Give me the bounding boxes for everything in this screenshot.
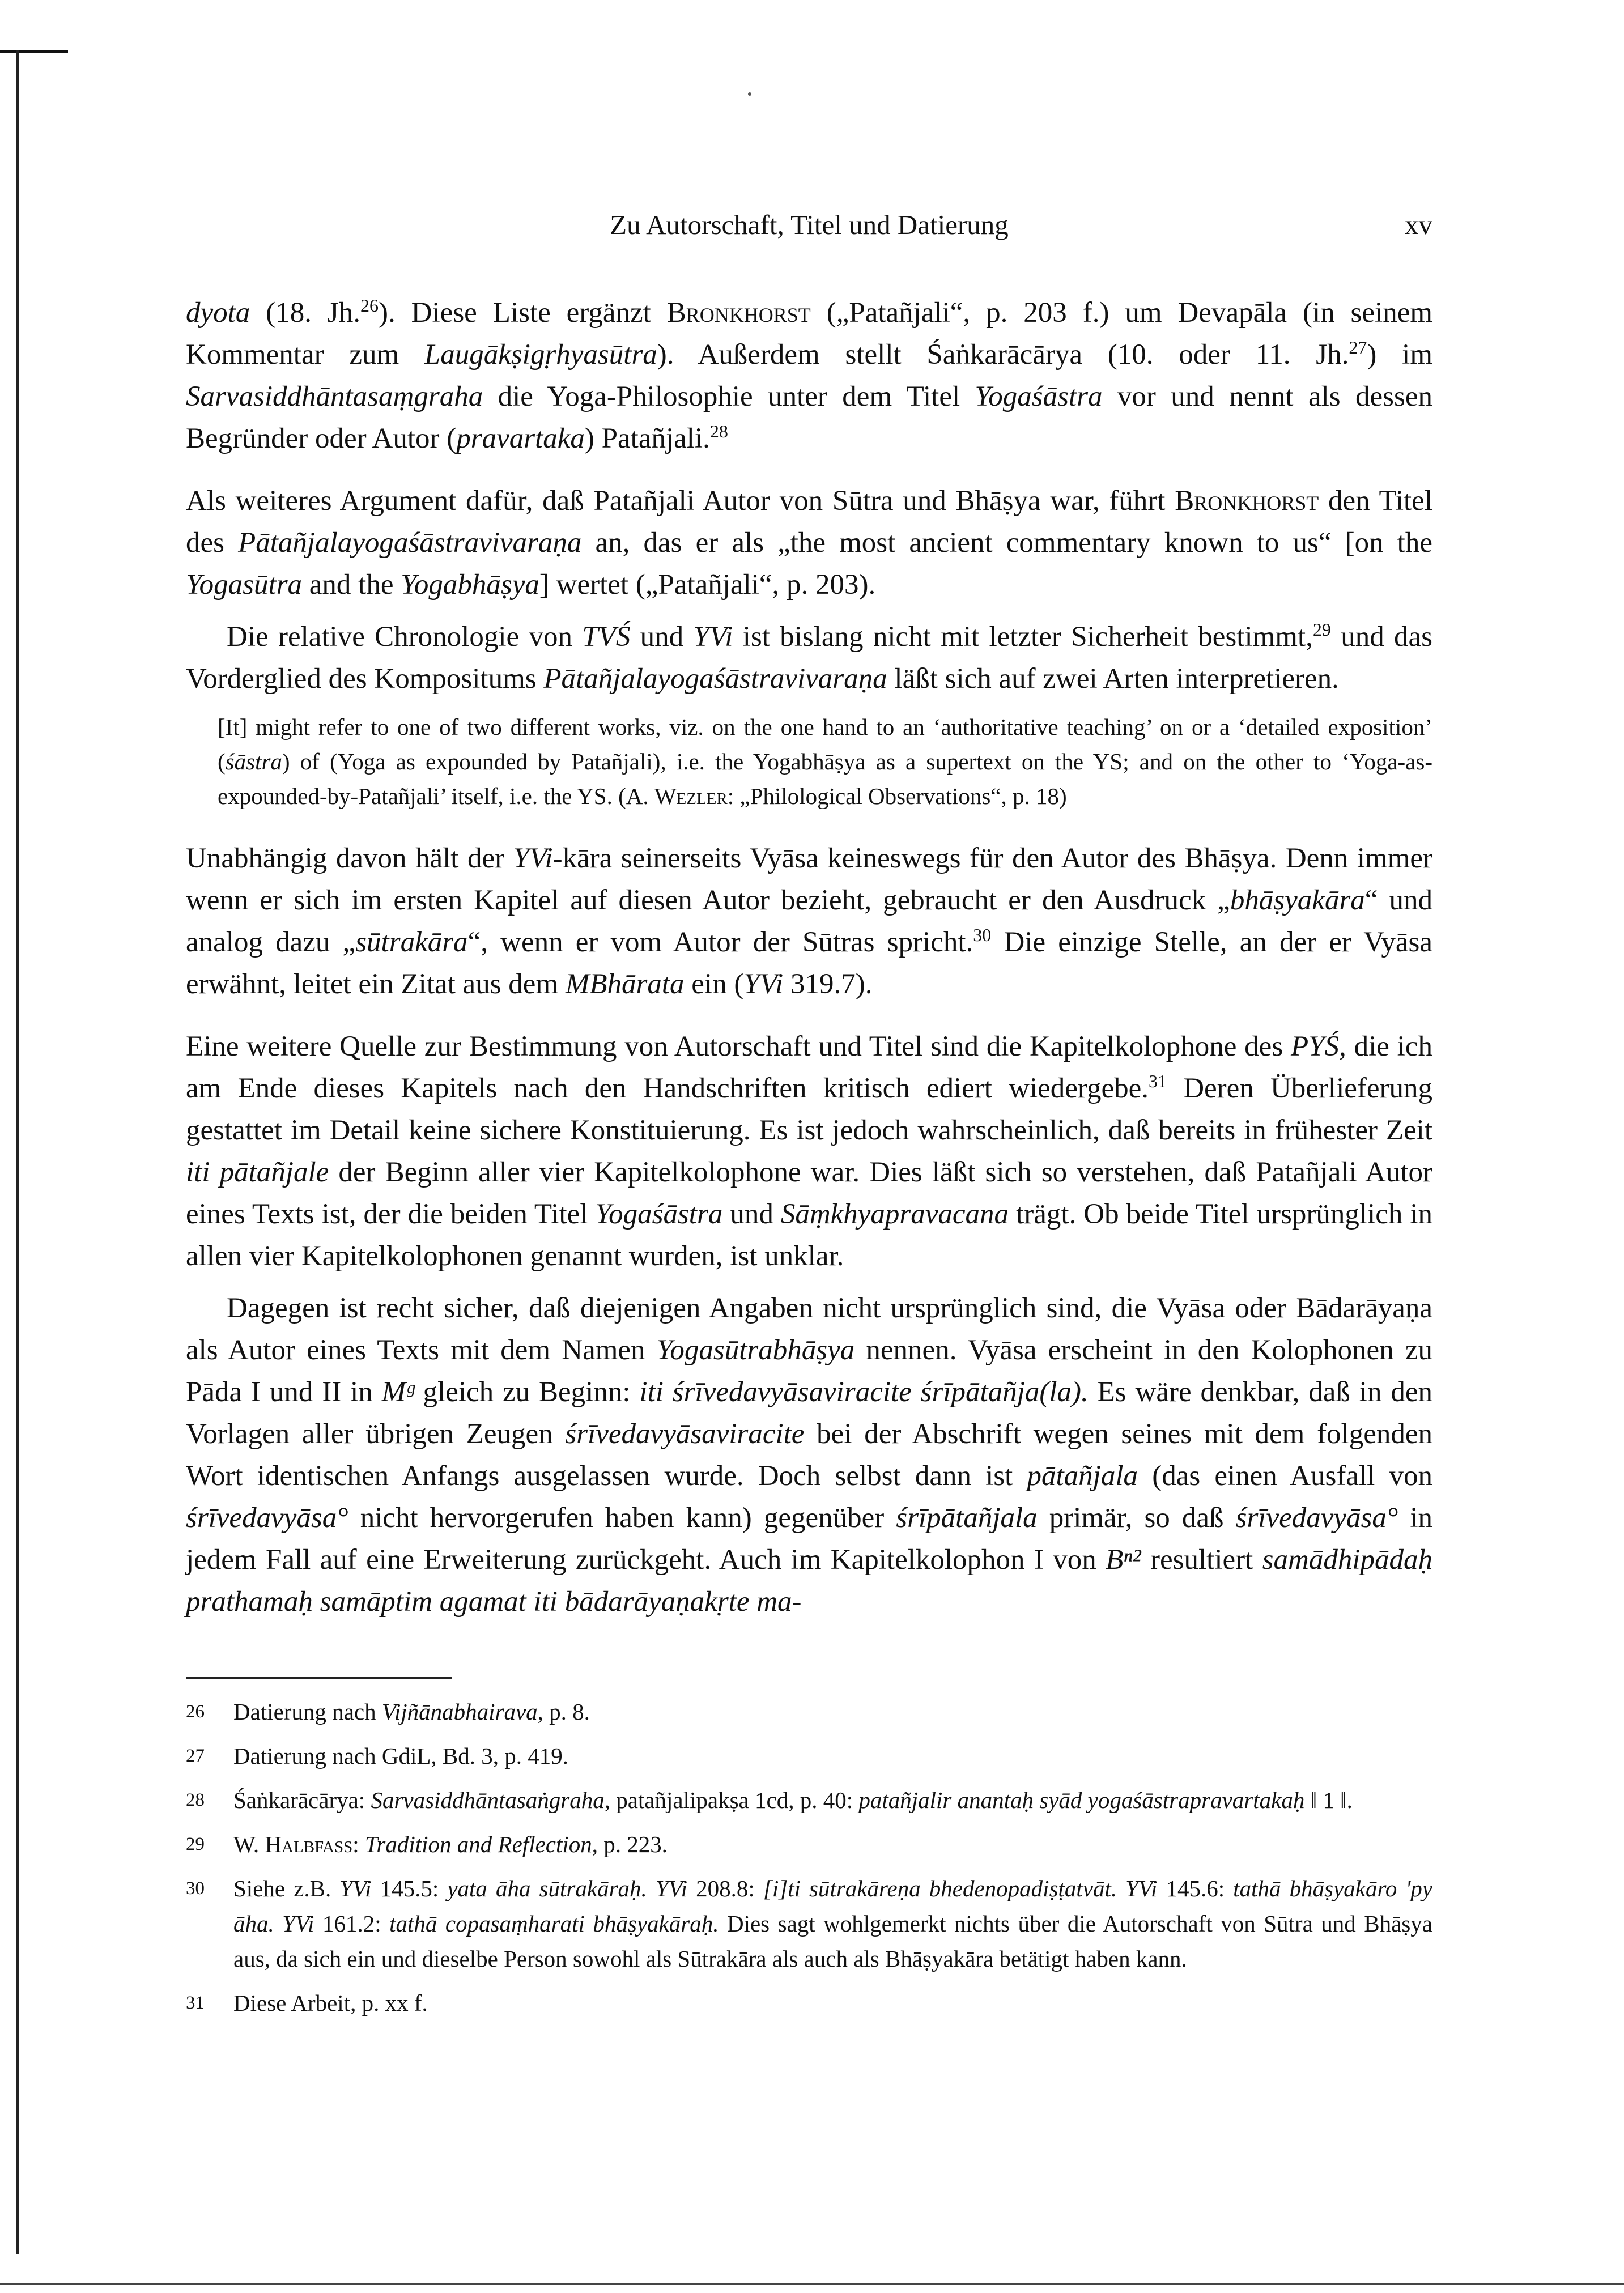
paragraph (186, 1026, 1432, 1277)
text-run: vor und nennt als dessen Begründer oder Autor ( (186, 381, 1432, 454)
text-run: der Beginn aller vier Kapitelkolophone war. Dies läßt sich so verstehen, daß Patañjali Autor eines Texts ist, der die beiden Titel (186, 1156, 1432, 1230)
italic-text: Mᵍ (381, 1376, 414, 1408)
footnote-separator (186, 1677, 452, 1679)
paragraph (186, 1287, 1432, 1623)
italic-text: YVi (693, 621, 733, 653)
footnote-text (233, 1738, 1432, 1773)
italic-text: iti śrīvedavyāsaviracite śrīpātañja(la). (639, 1376, 1089, 1408)
scan-speck (748, 92, 751, 96)
italic-text: Sarvasiddhāntasaṅgraha (371, 1787, 605, 1813)
text-run: läßt sich auf zwei Arten interpretieren. (887, 663, 1339, 695)
italic-text: Sāṃkhyapravacana (780, 1198, 1009, 1230)
italic-text: samādhipādaḥ prathamaḥ samāptim agamat iti bādarāyaṇakṛte ma- (186, 1544, 1433, 1618)
scan-edge (0, 2283, 1624, 2285)
italic-text: Yogasūtrabhāṣya (656, 1334, 855, 1366)
italic-text: yata āha sūtrakāraḥ. YVi (447, 1875, 688, 1901)
text-run: gleich zu Beginn: (414, 1376, 640, 1408)
italic-text: śrīvedavyāsa° (1235, 1502, 1398, 1534)
footnote (186, 1827, 1432, 1862)
text-run: Unabhängig davon hält der (186, 843, 513, 874)
text-run: 161.2: (314, 1911, 390, 1937)
text-run: Die einzige Stelle, an der er Vyāsa erwähnt, leitet ein Zitat aus dem (186, 926, 1432, 1000)
author-name: Wezler (654, 783, 728, 809)
text-run: “, wenn er vom Autor der Sūtras spricht. (467, 926, 973, 958)
text-run: W. (233, 1831, 265, 1857)
italic-text: tathā copasaṃharati bhāṣyakāraḥ. (389, 1911, 719, 1937)
text-run: an, das er als „the most ancient commentary known to us“ [on the (581, 527, 1432, 559)
italic-text: YVi (743, 968, 784, 1000)
text-run: (das einen Ausfall von (1138, 1460, 1432, 1492)
text-run: Eine weitere Quelle zur Bestimmung von Autorschaft und Titel sind die Kapitelkolophone des (186, 1031, 1291, 1062)
italic-text: YVi (339, 1875, 372, 1901)
text-run: , p. 8. (537, 1699, 590, 1725)
text-run: , patañjalipakṣa 1cd, p. 40: (604, 1787, 859, 1813)
text-run: Diese Arbeit, p. xx f. (233, 1990, 428, 2016)
footnote (186, 1871, 1432, 1976)
text-run: , die ich am Ende dieses Kapitels nach den Handschriften kritisch ediert wiedergebe. (186, 1031, 1432, 1104)
text-run: Śaṅkarācārya: (233, 1787, 371, 1813)
author-name: Bronkhorst (666, 297, 811, 329)
text-run: Datierung nach GdiL, Bd. 3, p. 419. (233, 1743, 568, 1769)
footnote-text (233, 1694, 1432, 1729)
italic-text: patañjalir anantaḥ syād yogaśāstrapravartakaḥ (858, 1787, 1305, 1813)
footnotes (186, 1694, 1432, 2030)
text-run: ). Außerdem stellt Śaṅkarācārya (10. oder 11. Jh. (657, 339, 1349, 371)
text-run: [It] might refer to one of two different works, viz. on the one hand to an ‘authoritative teaching’ on or a ‘detailed exposition’ ( (218, 714, 1432, 775)
text-run: den Titel des (186, 485, 1432, 559)
main-text (186, 292, 1432, 1643)
footnote (186, 1985, 1432, 2020)
footnote-number: 30 (186, 1878, 205, 1899)
block-quote (186, 710, 1432, 814)
text-run: 145.5: (371, 1875, 448, 1901)
text-run: resultiert (1141, 1544, 1262, 1576)
text-run: : „Philological Observations“, p. 18) (727, 783, 1067, 809)
text-run: Die relative Chronologie von (227, 621, 583, 653)
footnote-text (233, 1827, 1432, 1862)
italic-text: Yogasūtra (186, 569, 303, 601)
page-header (186, 205, 1432, 245)
text-run: und (722, 1198, 781, 1230)
text-run: nicht hervorgerufen haben kann) gegenüber (348, 1502, 896, 1534)
text-run: Siehe z.B. (233, 1875, 340, 1901)
author-name: Halbfass (265, 1831, 353, 1857)
text-run: , p. 223. (592, 1831, 668, 1857)
author-name: Bronkhorst (1175, 485, 1319, 517)
italic-text: Laugākṣigṛhyasūtra (424, 339, 657, 371)
text-run: ) Patañjali. (584, 423, 710, 454)
footnote-ref: 26 (360, 295, 379, 316)
text-run: trägt. Ob beide Titel ursprünglich in allen vier Kapitelkolophonen genannt wurden, ist unklar. (186, 1198, 1433, 1272)
footnote-number: 27 (186, 1746, 205, 1766)
footnote (186, 1783, 1432, 1818)
footnote-ref: 28 (709, 421, 728, 441)
italic-text: Yogaśāstra (975, 381, 1103, 412)
text-run: Als weiteres Argument dafür, daß Patañjali Autor von Sūtra und Bhāṣya war, führt (186, 485, 1175, 517)
text-run: 145.6: (1157, 1875, 1234, 1901)
text-run: ] wertet („Patañjali“, p. 203). (539, 569, 876, 601)
italic-text: PYŚ (1290, 1031, 1340, 1062)
italic-text: Vijñānabhairava (381, 1699, 538, 1725)
text-run: in jedem Fall auf eine Erweiterung zurückgeht. Auch im Kapitelkolophon I von (186, 1502, 1432, 1576)
text-run: Deren Überlieferung gestattet im Detail keine sichere Konstituierung. Es ist jedoch wahrscheinlich, daß bereits in frühester Zeit (186, 1073, 1432, 1146)
italic-text: Sarvasiddhāntasaṃgraha (186, 381, 483, 412)
text-run: : (352, 1831, 365, 1857)
italic-text: śrīvedavyāsaviracite (565, 1418, 805, 1450)
italic-text: Yogaśāstra (595, 1198, 723, 1230)
footnote-text (233, 1985, 1432, 2020)
text-run: („Patañjali“, p. 203 f.) um Devapāla (in seinem Kommentar zum (186, 297, 1433, 371)
italic-text: TVŚ (582, 621, 631, 653)
paragraph (186, 292, 1432, 460)
text-run: nennen. Vyāsa erscheint in den Kolophonen zu Pāda I und II in (186, 1334, 1432, 1408)
footnote-number: 26 (186, 1701, 205, 1722)
paragraph (186, 837, 1432, 1005)
italic-text: Tradition and Reflection (364, 1831, 592, 1857)
paragraph (186, 480, 1432, 606)
italic-text: Yogabhāṣya (401, 569, 539, 601)
text-run: ist bislang nicht mit letzter Sicherheit bestimmt, (733, 621, 1313, 653)
italic-text: pravartaka (456, 423, 585, 454)
text-run: und (630, 621, 694, 653)
italic-text: sūtrakāra (355, 926, 468, 958)
italic-text: pātañjala (1027, 1460, 1138, 1492)
text-run: ein ( (684, 968, 744, 1000)
crop-mark-horizontal (0, 50, 68, 53)
text-run: 208.8: (687, 1875, 763, 1901)
footnote-number: 31 (186, 1993, 205, 2013)
italic-text: MBhārata (565, 968, 685, 1000)
footnote (186, 1694, 1432, 1729)
crop-mark-vertical (16, 50, 19, 2254)
text-run: Dagegen ist recht sicher, daß diejenigen Angaben nicht ursprünglich sind, die Vyāsa oder Bādarāyaṇa als Autor eines Texts mit dem Namen (186, 1292, 1432, 1366)
italic-text: dyota (186, 297, 250, 329)
footnote-ref: 29 (1312, 619, 1331, 640)
footnote-text (233, 1871, 1432, 1976)
italic-text: bhāṣyakāra (1230, 884, 1365, 916)
text-run: die Yoga-Philosophie unter dem Titel (483, 381, 975, 412)
text-run: ). Diese Liste ergänzt (379, 297, 667, 329)
text-run: Es wäre denkbar, daß in den Vorlagen aller übrigen Zeugen (186, 1376, 1432, 1450)
text-run: and the (302, 569, 401, 601)
italic-text: [i]ti sūtrakāreṇa bhedenopadiṣṭatvāt. YVi (763, 1875, 1158, 1901)
footnote-ref: 31 (1149, 1071, 1167, 1091)
text-run: “ und analog dazu „ (186, 884, 1432, 958)
text-run: primär, so daß (1037, 1502, 1236, 1534)
text-run: Datierung nach (233, 1699, 382, 1725)
footnote-ref: 27 (1349, 337, 1367, 358)
text-run: (18. Jh. (250, 297, 361, 329)
italic-text: śāstra (225, 748, 282, 775)
footnote-text (233, 1783, 1432, 1818)
footnote (186, 1738, 1432, 1773)
italic-text: Pātañjalayogaśāstravivaraṇa (238, 527, 582, 559)
footnote-ref: 30 (973, 925, 992, 945)
italic-text: Pātañjalayogaśāstravivaraṇa (543, 663, 887, 695)
italic-text: YVi (513, 843, 553, 874)
italic-text: śrīpātañjala (896, 1502, 1038, 1534)
text-run: Dies sagt wohlgemerkt nichts über die Autorschaft von Sūtra und Bhāṣya aus, da sich ein und dieselbe Person sowohl als Sūtrakāra als auch als Bhāṣyakāra betätigt haben kann. (233, 1911, 1432, 1972)
italic-text: śrīvedavyāsa° (186, 1502, 348, 1534)
italic-text: tathā bhāṣyakāro 'py āha. YVi (233, 1875, 1432, 1937)
paragraph (186, 616, 1432, 700)
text-run: 319.7). (783, 968, 873, 1000)
footnote-number: 29 (186, 1834, 205, 1854)
italic-text: Bⁿ² (1106, 1544, 1141, 1576)
text-run: ‖ 1 ‖. (1304, 1787, 1353, 1813)
text-run: ) im (1367, 339, 1432, 371)
text-run: -kāra seinerseits Vyāsa keineswegs für den Autor des Bhāṣya. Denn immer wenn er sich im ersten Kapitel auf diesen Autor bezieht, gebraucht er den Ausdruck „ (186, 843, 1432, 916)
text-run: bei der Abschrift wegen seines mit dem folgenden Wort identischen Anfangs ausgelassen wurde. Doch selbst dann ist (186, 1418, 1432, 1492)
text-run: und das Vorderglied des Kompositums (186, 621, 1433, 695)
page-number: xv (1405, 209, 1432, 240)
italic-text: iti pātañjale (186, 1156, 329, 1188)
running-title: Zu Autorschaft, Titel und Datierung (610, 209, 1009, 240)
text-run: ) of (Yoga as expounded by Patañjali), i.e. the Yogabhāṣya as a supertext on the YS; and on the other to ‘Yoga-as-expounded-by-Patañjali’ itself, i.e. the YS. (A. (218, 748, 1432, 809)
footnote-number: 28 (186, 1790, 205, 1810)
